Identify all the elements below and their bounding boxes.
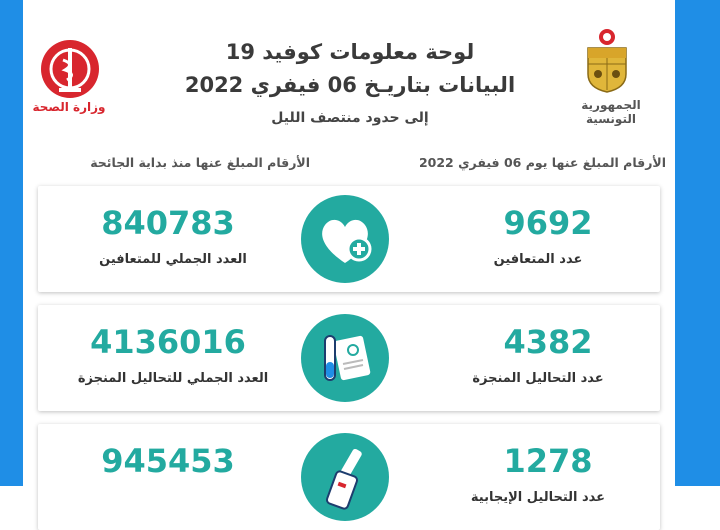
stat-row-recoveries bbox=[38, 186, 660, 292]
daily-column-header: الأرقام المبلغ عنها يوم 06 فيفري 2022 bbox=[418, 155, 666, 170]
rapid-test-icon bbox=[301, 433, 389, 521]
total-recoveries-label: العدد الجملي للمتعافين bbox=[99, 252, 247, 267]
daily-tests-label: عدد التحاليل المنجزة bbox=[472, 371, 604, 386]
daily-recoveries-value: 9692 bbox=[503, 204, 593, 242]
time-note: إلى حدود منتصف الليل bbox=[271, 110, 429, 126]
frame-left bbox=[0, 0, 23, 486]
stat-row-positive-tests bbox=[38, 424, 660, 530]
tunisia-coat-of-arms-icon bbox=[584, 28, 630, 94]
date-subtitle: البيانات بتاريـخ 06 فيفري 2022 bbox=[184, 73, 516, 97]
total-positive-tests-value: 945453 bbox=[101, 442, 235, 480]
health-ministry-logo-icon bbox=[39, 38, 101, 100]
daily-positive-tests-label: عدد التحاليل الإيجابية bbox=[470, 490, 606, 505]
test-tube-report-icon bbox=[301, 314, 389, 402]
page-title: لوحة معلومات كوفيد 19 bbox=[225, 40, 475, 64]
frame-right bbox=[675, 0, 720, 486]
stat-row-tests bbox=[38, 305, 660, 411]
republic-label: الجمهورية التونسية bbox=[581, 98, 641, 126]
heart-plus-icon bbox=[301, 195, 389, 283]
cumulative-column-header: الأرقام المبلغ عنها منذ بداية الجائحة bbox=[90, 155, 310, 170]
daily-recoveries-label: عدد المتعافين bbox=[493, 252, 583, 267]
total-recoveries-value: 840783 bbox=[101, 204, 235, 242]
total-tests-value: 4136016 bbox=[90, 323, 246, 361]
daily-tests-value: 4382 bbox=[503, 323, 593, 361]
daily-positive-tests-value: 1278 bbox=[503, 442, 593, 480]
total-tests-label: العدد الجملي للتحاليل المنجزة bbox=[77, 371, 269, 386]
health-ministry-label: وزارة الصحة bbox=[32, 100, 106, 114]
